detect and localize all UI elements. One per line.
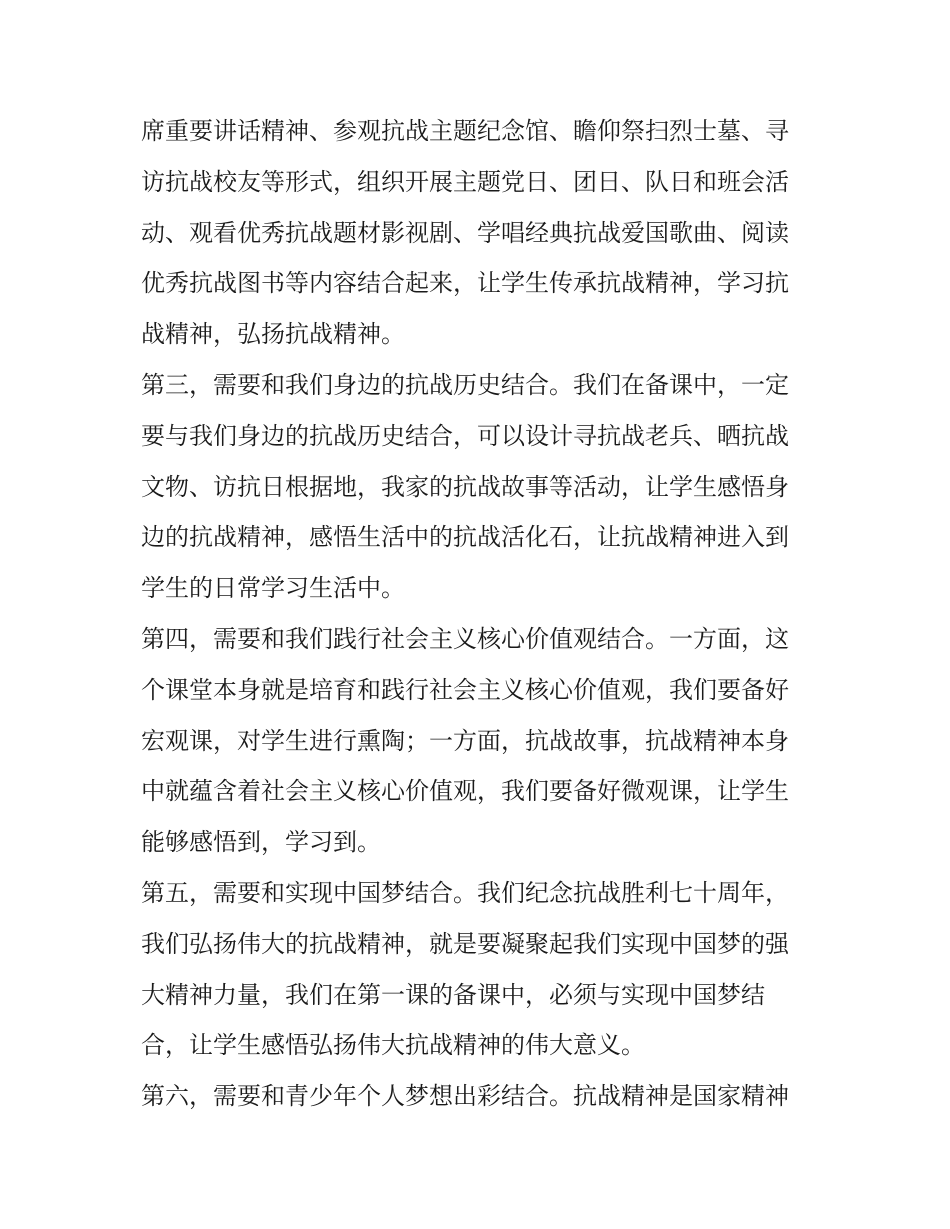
text-line: 第四，需要和我们践行社会主义核心价值观结合。一方面，这: [141, 624, 789, 653]
text-line: 能够感悟到，学习到。: [141, 828, 381, 857]
text-line: 大精神力量，我们在第一课的备课中，必须与实现中国梦结: [141, 980, 765, 1009]
text-line: 宏观课，对学生进行熏陶；一方面，抗战故事，抗战精神本身: [141, 726, 789, 755]
text-line: 席重要讲话精神、参观抗战主题纪念馆、瞻仰祭扫烈士墓、寻: [141, 117, 789, 145]
text-line: 学生的日常学习生活中。: [141, 574, 405, 603]
text-line: 中就蕴含着社会主义核心价值观，我们要备好微观课，让学生: [141, 777, 789, 806]
document-body: [141, 106, 821, 1122]
text-line: 访抗战校友等形式，组织开展主题党日、团日、队日和班会活: [141, 167, 789, 196]
text-line: 第三，需要和我们身边的抗战历史结合。我们在备课中，一定: [141, 370, 789, 399]
text-line: 要与我们身边的抗战历史结合，可以设计寻抗战老兵、晒抗战: [141, 421, 789, 450]
text-line: 优秀抗战图书等内容结合起来，让学生传承抗战精神，学习抗: [141, 269, 789, 298]
text-line: 动、观看优秀抗战题材影视剧、学唱经典抗战爱国歌曲、阅读: [141, 218, 789, 247]
text-line: 文物、访抗日根据地，我家的抗战故事等活动，让学生感悟身: [141, 472, 789, 501]
text-line: 战精神，弘扬抗战精神。: [141, 320, 405, 349]
text-line: 边的抗战精神，感悟生活中的抗战活化石，让抗战精神进入到: [141, 523, 789, 552]
text-line: 第六，需要和青少年个人梦想出彩结合。抗战精神是国家精神: [141, 1082, 789, 1111]
text-line: 我们弘扬伟大的抗战精神，就是要凝聚起我们实现中国梦的强: [141, 929, 789, 958]
text-line: 合，让学生感悟弘扬伟大抗战精神的伟大意义。: [141, 1031, 645, 1060]
text-line: 个课堂本身就是培育和践行社会主义核心价值观，我们要备好: [141, 675, 789, 704]
text-line: 第五，需要和实现中国梦结合。我们纪念抗战胜利七十周年，: [141, 878, 789, 907]
